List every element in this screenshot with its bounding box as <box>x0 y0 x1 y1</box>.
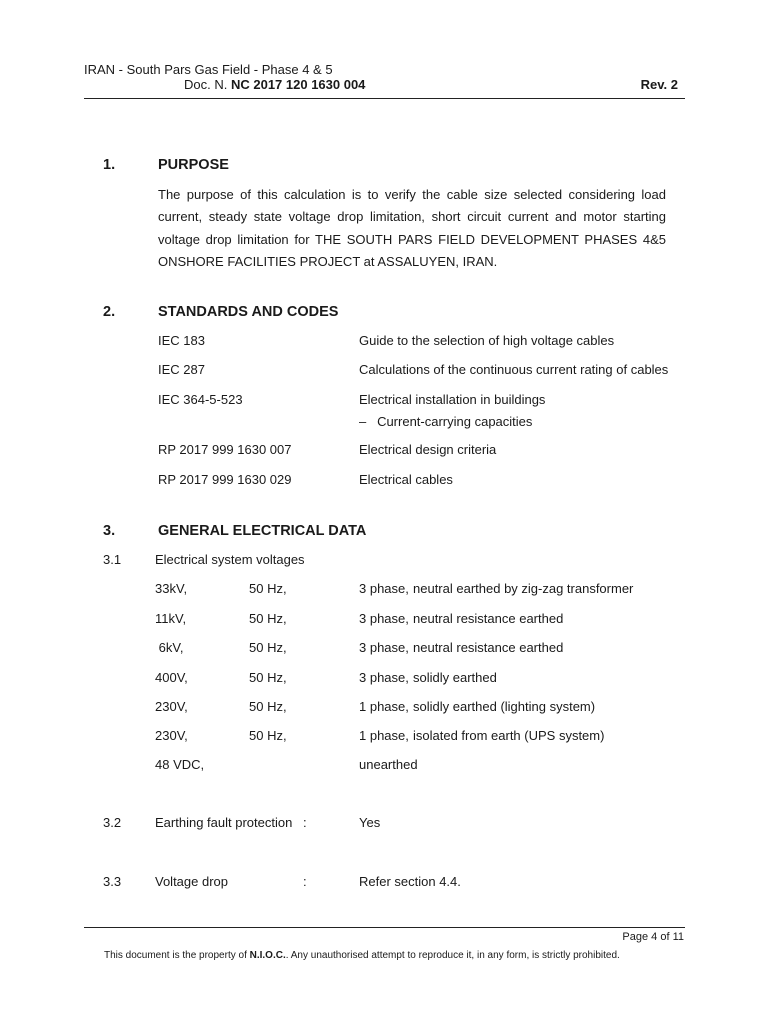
voltage-value: 400V, <box>155 670 188 685</box>
section-3-number: 3. <box>103 523 116 539</box>
phase-value: 1 phase, <box>359 728 409 743</box>
earthing-value: solidly earthed (lighting system) <box>413 699 596 714</box>
standard-code: RP 2017 999 1630 029 <box>158 472 292 487</box>
doc-number-value: NC 2017 120 1630 004 <box>230 77 366 92</box>
subsection-3-1-title: Electrical system voltages <box>155 552 305 567</box>
section-2-title: STANDARDS AND CODES <box>158 304 339 320</box>
phase-value: 3 phase, <box>359 611 409 626</box>
subsection-3-3-number: 3.3 <box>103 874 122 889</box>
subsection-3-2-colon: : <box>303 815 307 830</box>
standard-desc: Guide to the selection of high voltage cables <box>359 333 615 348</box>
phase-value: 3 phase, <box>359 581 409 596</box>
section-1-text: The purpose of this calculation is to verify the cable size selected considering load current, steady state voltage drop limitation, short circuit current and motor starting voltage drop limitation for THE SOUTH PARS FIELD DEVELOPMENT PHASES 4&5 ONSHORE FACILITIES PROJECT at ASSALUYEN, IRAN. <box>158 187 666 269</box>
copyright-notice <box>104 950 620 961</box>
voltage-value: 11kV, <box>155 611 187 626</box>
earthing-value: isolated from earth (UPS system) <box>413 728 605 743</box>
document-number <box>184 77 365 92</box>
frequency-value: 50 Hz, <box>249 699 287 714</box>
standard-desc: Electrical installation in buildings <box>359 392 546 407</box>
earthing-value: neutral resistance earthed <box>413 640 564 655</box>
standard-code: IEC 287 <box>158 362 205 377</box>
standard-desc: Electrical design criteria <box>359 442 497 457</box>
phase-value: 3 phase, <box>359 670 409 685</box>
voltage-value: 230V, <box>155 728 188 743</box>
standard-desc: Electrical cables <box>359 472 453 487</box>
notice-suffix: . Any unauthorised attempt to reproduce it, in any form, is strictly prohibited. <box>285 950 620 961</box>
frequency-value: 50 Hz, <box>249 611 287 626</box>
subsection-3-3-label: Voltage drop <box>155 874 229 889</box>
earthing-value: neutral resistance earthed <box>413 611 564 626</box>
header-rule <box>84 98 685 99</box>
frequency-value: 50 Hz, <box>249 581 287 596</box>
voltage-value: 33kV, <box>155 581 188 596</box>
earthing-value: neutral earthed by zig-zag transformer <box>413 581 634 596</box>
frequency-value: 50 Hz, <box>249 640 287 655</box>
subsection-3-2-label: Earthing fault protection <box>155 815 293 830</box>
subsection-3-1-number: 3.1 <box>103 552 122 567</box>
doc-prefix: Doc. N. <box>184 77 231 92</box>
section-1-title: PURPOSE <box>158 157 229 173</box>
voltage-value: 6kV, <box>155 640 184 655</box>
section-3-title: GENERAL ELECTRICAL DATA <box>158 523 367 539</box>
notice-owner: N.I.O.C. <box>249 950 286 961</box>
standard-code: IEC 364-5-523 <box>158 392 243 407</box>
frequency-value: 50 Hz, <box>249 670 287 685</box>
frequency-value: 50 Hz, <box>249 728 287 743</box>
project-title: IRAN - South Pars Gas Field - Phase 4 & 5 <box>84 62 333 77</box>
phase-value: 1 phase, <box>359 699 409 714</box>
footer-rule <box>84 927 685 928</box>
section-1-number: 1. <box>103 157 116 173</box>
standard-desc: Calculations of the continuous current rating of cables <box>359 362 669 377</box>
subsection-3-3-colon: : <box>303 874 307 889</box>
revision: Rev. 2 <box>640 77 678 92</box>
notice-prefix: This document is the property of <box>104 950 250 961</box>
standard-code: IEC 183 <box>158 333 205 348</box>
standard-desc-subitem: – Current-carrying capacities <box>359 414 533 429</box>
standard-code: RP 2017 999 1630 007 <box>158 442 292 457</box>
phase-value: unearthed <box>359 757 418 772</box>
subsection-3-2-value: Yes <box>359 815 381 830</box>
section-2-number: 2. <box>103 304 116 320</box>
subsection-3-3-value: Refer section 4.4. <box>359 874 461 889</box>
subsection-3-2-number: 3.2 <box>103 815 122 830</box>
voltage-value: 230V, <box>155 699 188 714</box>
voltage-value: 48 VDC, <box>155 757 205 772</box>
phase-value: 3 phase, <box>359 640 409 655</box>
earthing-value: solidly earthed <box>413 670 497 685</box>
page-number: Page 4 of 11 <box>622 931 684 943</box>
